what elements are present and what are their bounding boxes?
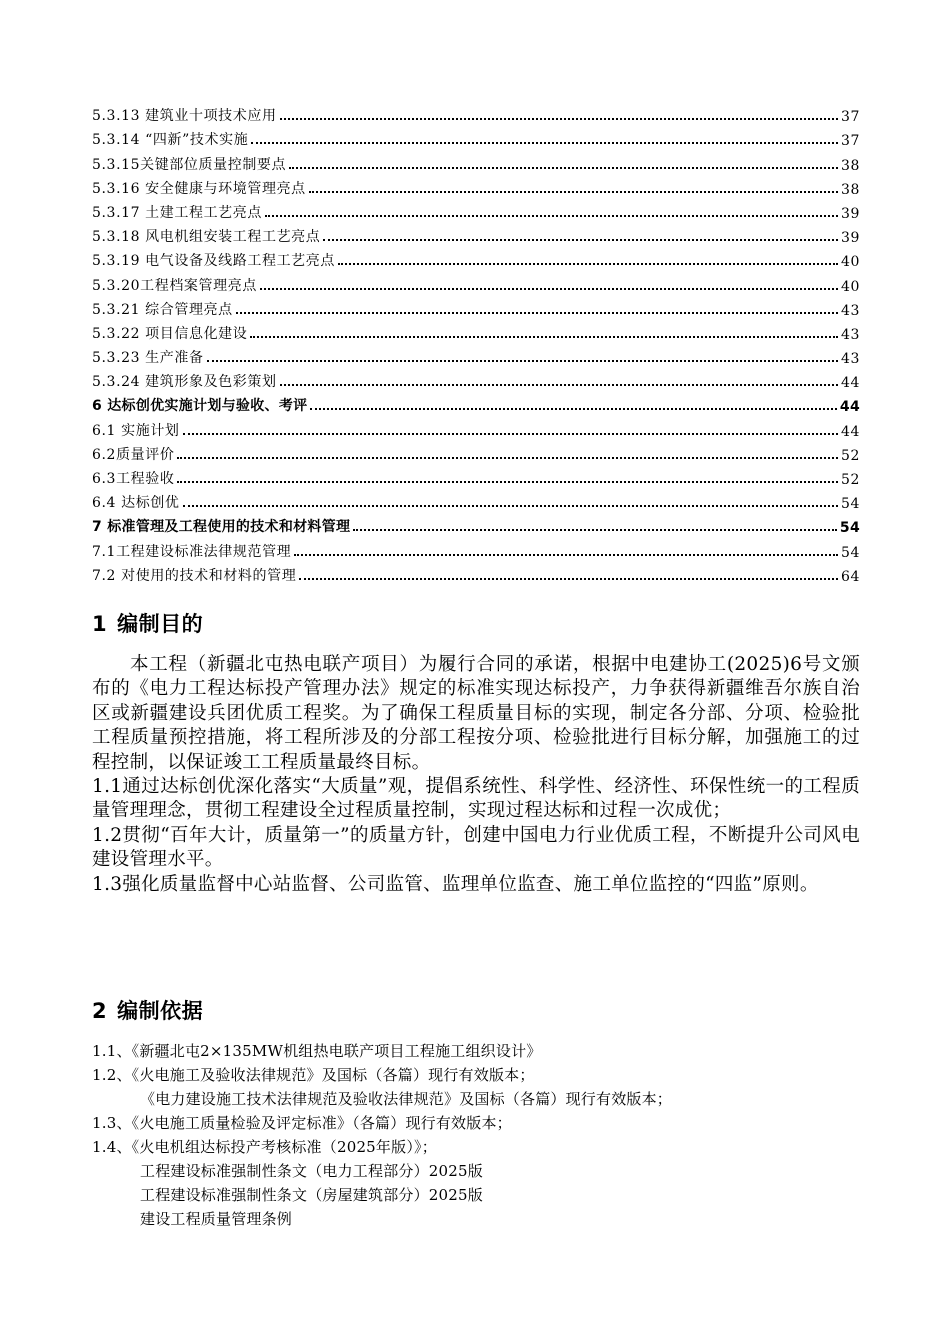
section-title: 编制依据 [117, 999, 204, 1023]
reference-item: 工程建设标准强制性条文（电力工程部分）2025版 [140, 1162, 483, 1180]
toc-entry-page: 39 [840, 205, 860, 222]
section-1-body [92, 653, 860, 897]
toc-entry-page: 37 [840, 109, 860, 126]
toc-leader-dots [183, 505, 838, 507]
toc-chapter-entry[interactable] [92, 391, 860, 415]
toc-leader-dots [338, 263, 838, 265]
toc-entry-title: 6.2质量评价 [92, 446, 175, 463]
section-title: 编制目的 [117, 612, 204, 636]
toc-leader-dots [289, 167, 838, 169]
toc-entry-page: 38 [840, 181, 860, 198]
section-2-heading [92, 995, 203, 1025]
reference-item: 《电力建设施工技术法律规范及验收法律规范》及国标（各篇）现行有效版本； [140, 1090, 673, 1108]
toc-entry[interactable] [92, 367, 860, 391]
toc-entry[interactable] [92, 464, 860, 488]
toc-entry[interactable] [92, 561, 860, 585]
toc-entry-page: 52 [840, 447, 860, 464]
toc-leader-dots [260, 288, 838, 290]
toc-leader-dots [251, 142, 838, 144]
toc-entry-page: 43 [840, 351, 860, 368]
reference-list [92, 1039, 860, 1231]
toc-entry-page: 54 [839, 520, 860, 537]
toc-entry-page: 44 [840, 423, 860, 440]
toc-entry[interactable] [92, 222, 860, 246]
toc-entry[interactable] [92, 149, 860, 173]
toc-leader-dots [265, 215, 838, 217]
toc-entry-title: 5.3.13 建筑业十项技术应用 [92, 108, 277, 125]
toc-leader-dots [236, 312, 838, 314]
section-1-heading [92, 608, 203, 638]
toc-leader-dots [299, 578, 838, 580]
toc-entry-page: 43 [840, 326, 860, 343]
toc-entry-page: 54 [840, 496, 860, 513]
reference-item: 建设工程质量管理条例 [140, 1210, 293, 1228]
toc-entry-page: 52 [840, 472, 860, 488]
toc-entry[interactable] [92, 415, 860, 439]
toc-entry[interactable] [92, 536, 860, 560]
paragraph: 1.2贯彻“百年大计，质量第一”的质量方针，创建中国电力行业优质工程，不断提升公司风电建设管理水平。 [92, 824, 860, 871]
toc-entry[interactable] [92, 319, 860, 343]
toc-leader-dots [177, 457, 838, 459]
paragraph: 1.3强化质量监督中心站监督、公司监管、监理单位监查、施工单位监控的“四监”原则。 [92, 873, 819, 895]
toc-entry-page: 40 [840, 278, 860, 295]
toc-entry-page: 43 [840, 302, 860, 319]
paragraph: 本工程（新疆北屯热电联产项目）为履行合同的承诺，根据中电建协工(2025)6号文颁布的《电力工程达标投产管理办法》规定的标准实现达标投产，力争获得新疆维吾尔族自治区或新疆建设兵团优质工程奖。为了确保工程质量目标的实现，制定各分部、分项、检验批工程质量预控措施，将工程所涉及的分部工程按分项、检验批进行目标分解，加强施工的过程控制，以保证竣工工程质量最终目标。 [92, 654, 860, 773]
toc-entry-page: 39 [840, 230, 860, 247]
toc-entry-title: 5.3.15关键部位质量控制要点 [92, 156, 287, 173]
toc-entry[interactable] [92, 343, 860, 367]
toc-entry[interactable] [92, 488, 860, 512]
toc-leader-dots [250, 336, 838, 338]
toc-entry-title: 7.2 对使用的技术和材料的管理 [92, 567, 297, 584]
reference-item: 工程建设标准强制性条文（房屋建筑部分）2025版 [140, 1186, 483, 1204]
toc-entry-page: 38 [840, 157, 860, 174]
toc-entry-title: 6.4 达标创优 [92, 495, 180, 512]
toc-entry-page: 54 [840, 544, 860, 561]
toc-entry[interactable] [92, 440, 860, 464]
toc-leader-dots [177, 481, 838, 483]
toc-entry-title: 5.3.21 综合管理亮点 [92, 301, 233, 318]
toc-entry-title: 5.3.22 项目信息化建设 [92, 325, 248, 342]
reference-item: 1.4、《火电机组达标投产考核标准（2025年版）》； [92, 1138, 437, 1156]
section-number: 2 [92, 999, 108, 1023]
toc-entry-title: 5.3.19 电气设备及线路工程工艺亮点 [92, 253, 335, 270]
paragraph: 1.1通过达标创优深化落实“大质量”观，提倡系统性、科学性、经济性、环保性统一的工程质量管理理念，贯彻工程建设全过程质量控制，实现过程达标和过程一次成优； [92, 776, 860, 822]
toc-entry-title: 6.1 实施计划 [92, 422, 180, 439]
toc-entry-title: 7 标准管理及工程使用的技术和材料管理 [92, 519, 351, 536]
toc-leader-dots [207, 360, 838, 362]
toc-entry-title: 5.3.24 建筑形象及色彩策划 [92, 374, 277, 391]
toc-entry-title: 5.3.14 “四新”技术实施 [92, 132, 249, 149]
reference-item: 1.2、《火电施工及验收法律规范》及国标（各篇）现行有效版本； [92, 1066, 535, 1084]
reference-item: 1.3、《火电施工质量检验及评定标准》（各篇）现行有效版本； [92, 1114, 512, 1132]
toc-leader-dots [280, 118, 838, 120]
toc-entry-title: 5.3.16 安全健康与环境管理亮点 [92, 180, 306, 197]
toc-entry-title: 5.3.18 风电机组安装工程工艺亮点 [92, 229, 321, 246]
section-number: 1 [92, 612, 108, 636]
toc-entry[interactable] [92, 246, 860, 270]
toc-entry[interactable] [92, 101, 860, 125]
toc-entry-title: 5.3.17 土建工程工艺亮点 [92, 204, 262, 221]
toc-leader-dots [280, 384, 838, 386]
toc-entry-title: 5.3.23 生产准备 [92, 350, 204, 367]
toc-entry[interactable] [92, 270, 860, 294]
toc-entry[interactable] [92, 125, 860, 149]
toc-leader-dots [294, 554, 838, 556]
toc-entry[interactable] [92, 295, 860, 319]
table-of-contents [92, 101, 860, 585]
toc-leader-dots [323, 239, 838, 241]
toc-entry-title: 5.3.20工程档案管理亮点 [92, 277, 257, 294]
toc-leader-dots [310, 408, 836, 410]
toc-leader-dots [309, 191, 838, 193]
toc-entry-title: 6 达标创优实施计划与验收、考评 [92, 398, 308, 415]
toc-entry-page: 37 [840, 133, 860, 150]
toc-entry[interactable] [92, 198, 860, 222]
toc-entry-page: 44 [840, 375, 860, 392]
toc-chapter-entry[interactable] [92, 512, 860, 536]
toc-entry-page: 40 [840, 254, 860, 271]
toc-entry-title: 7.1工程建设标准法律规范管理 [92, 543, 292, 560]
toc-entry-page: 64 [840, 568, 860, 585]
toc-entry[interactable] [92, 174, 860, 198]
toc-leader-dots [183, 433, 838, 435]
toc-entry-title: 6.3工程验收 [92, 471, 175, 487]
toc-entry-page: 44 [839, 399, 860, 416]
toc-leader-dots [353, 529, 837, 531]
reference-item: 1.1、《新疆北屯2×135MW机组热电联产项目工程施工组织设计》 [92, 1042, 542, 1060]
